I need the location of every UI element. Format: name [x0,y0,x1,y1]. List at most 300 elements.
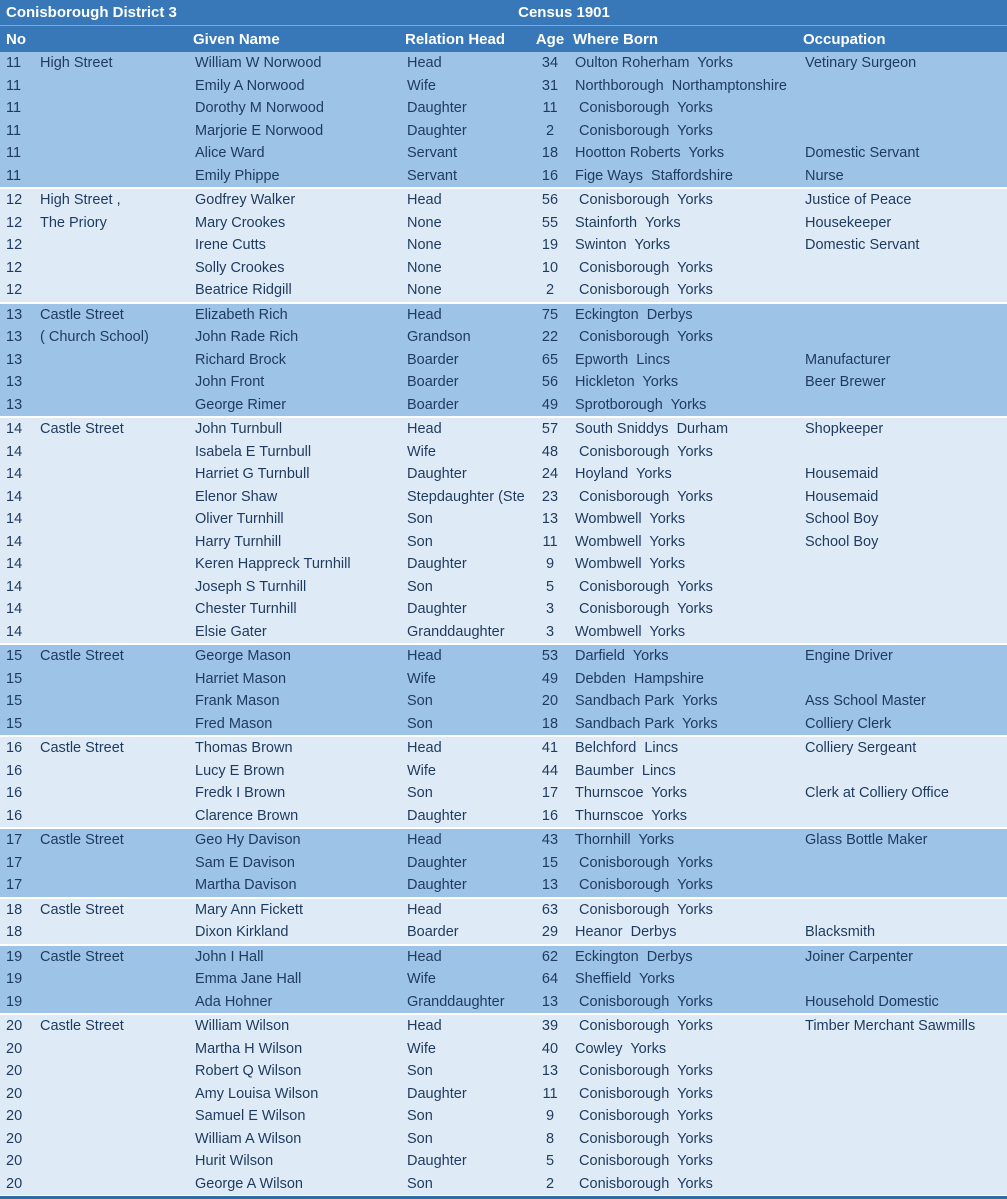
cell-born: South Sniddys Durham [575,421,729,438]
cell-no: 20 [6,1085,23,1102]
cell-no: 13 [6,306,23,323]
cell-born: Wombwell Yorks [575,556,686,573]
table-row [0,418,1007,441]
cell-age: 23 [541,488,559,505]
cell-no: 19 [6,993,23,1010]
cell-no: 14 [6,443,23,460]
cell-born: Hoyland Yorks [575,466,672,483]
cell-born: Conisborough Yorks [575,329,713,346]
cell-relation: Son [407,533,433,550]
cell-no: 13 [6,396,23,413]
cell-name: Frank Mason [195,693,280,710]
cell-born: Conisborough Yorks [575,1085,713,1102]
cell-born: Hootton Roberts Yorks [575,145,725,162]
household-group-12 [0,189,1007,304]
cell-name: Harriet Mason [195,670,287,687]
cell-age: 18 [541,715,559,732]
cell-born: Epworth Lincs [575,351,671,368]
cell-name: Clarence Brown [195,807,299,824]
cell-age: 2 [545,122,555,139]
cell-occupation: School Boy [805,533,879,550]
cell-relation: Head [407,192,442,209]
cell-age: 64 [541,971,559,988]
cell-relation: None [407,259,442,276]
cell-no: 14 [6,556,23,573]
cell-name: Alice Ward [195,145,265,162]
cell-name: John Rade Rich [195,329,299,346]
cell-relation: Head [407,648,442,665]
cell-name: Marjorie E Norwood [195,122,324,139]
cell-age: 56 [541,192,559,209]
cell-no: 14 [6,488,23,505]
cell-name: Lucy E Brown [195,762,285,779]
cell-name: Hurit Wilson [195,1153,274,1170]
cell-no: 14 [6,533,23,550]
table-row [0,531,1007,554]
household-group-11 [0,52,1007,189]
household-group-16 [0,737,1007,829]
cell-no: 11 [6,77,22,94]
cell-name: Godfrey Walker [195,192,296,209]
cell-occupation: Shopkeeper [805,421,884,438]
cell-occupation: Housemaid [805,488,879,505]
cell-street: ( Church School) [40,329,149,346]
cell-age: 40 [541,1040,559,1057]
cell-no: 14 [6,578,23,595]
table-row [0,829,1007,852]
cell-relation: None [407,214,442,231]
cell-age: 49 [541,396,559,413]
cell-relation: Stepdaughter (Ste [407,488,525,505]
cell-name: Ada Hohner [195,993,273,1010]
cell-born: Conisborough Yorks [575,1175,713,1192]
cell-born: Conisborough Yorks [575,601,713,618]
cell-no: 13 [6,329,23,346]
cell-relation: Daughter [407,466,467,483]
cell-no: 12 [6,282,23,299]
table-row [0,713,1007,736]
cell-name: George Rimer [195,396,287,413]
cell-name: Martha H Wilson [195,1040,303,1057]
cell-age: 31 [541,77,559,94]
cell-name: Isabela E Turnbull [195,443,312,460]
table-row [0,1128,1007,1151]
cell-relation: Granddaughter [407,993,505,1010]
cell-no: 20 [6,1175,23,1192]
cell-occupation: Vetinary Surgeon [805,55,917,72]
cell-relation: Head [407,1018,442,1035]
cell-no: 15 [6,670,23,687]
cell-occupation: Housemaid [805,466,879,483]
cell-age: 2 [545,282,555,299]
cell-born: Belchford Lincs [575,740,679,757]
column-header-given-name: Given Name [193,30,280,48]
cell-name: Mary Crookes [195,214,286,231]
column-header-age: Age [535,30,565,48]
cell-no: 13 [6,351,23,368]
cell-no: 16 [6,785,23,802]
cell-born: Conisborough Yorks [575,901,713,918]
cell-born: Thurnscoe Yorks [575,807,688,824]
cell-no: 15 [6,648,23,665]
household-group-14 [0,418,1007,645]
table-row [0,257,1007,280]
cell-age: 34 [541,55,559,72]
cell-relation: Daughter [407,1153,467,1170]
cell-relation: Head [407,740,442,757]
table-row [0,782,1007,805]
cell-born: Wombwell Yorks [575,533,686,550]
cell-age: 8 [545,1130,555,1147]
table-row [0,189,1007,212]
cell-relation: Head [407,832,442,849]
table-row [0,991,1007,1014]
cell-name: John Front [195,374,265,391]
cell-born: Conisborough Yorks [575,192,713,209]
cell-age: 49 [541,670,559,687]
table-row [0,326,1007,349]
cell-relation: Son [407,578,433,595]
cell-age: 65 [541,351,559,368]
census-title: Census 1901 [518,4,610,21]
table-row [0,553,1007,576]
cell-name: Martha Davison [195,877,297,894]
table-row [0,1105,1007,1128]
cell-born: Thurnscoe Yorks [575,785,688,802]
table-row [0,576,1007,599]
cell-no: 11 [6,122,22,139]
cell-street: Castle Street [40,948,124,965]
cell-name: Oliver Turnhill [195,511,284,528]
cell-no: 20 [6,1018,23,1035]
cell-no: 14 [6,421,23,438]
cell-relation: Head [407,306,442,323]
table-row [0,349,1007,372]
table-row [0,921,1007,944]
cell-relation: Wife [407,971,436,988]
table-row [0,598,1007,621]
cell-name: Elizabeth Rich [195,306,288,323]
cell-name: Keren Happreck Turnhill [195,556,351,573]
cell-name: Emily Phippe [195,167,280,184]
table-row [0,441,1007,464]
column-header-where-born: Where Born [573,30,659,48]
cell-name: Richard Brock [195,351,287,368]
cell-street: Castle Street [40,648,124,665]
cell-age: 5 [545,578,555,595]
cell-occupation: Colliery Clerk [805,715,892,732]
cell-age: 24 [541,466,559,483]
cell-relation: Daughter [407,877,467,894]
title-bar [0,0,1007,26]
cell-name: William W Norwood [195,55,322,72]
cell-relation: Head [407,55,442,72]
cell-name: Elenor Shaw [195,488,278,505]
cell-age: 19 [541,237,559,254]
table-row [0,946,1007,969]
cell-age: 5 [545,1153,555,1170]
table-row [0,279,1007,302]
table-row [0,968,1007,991]
cell-no: 20 [6,1108,23,1125]
cell-no: 19 [6,971,23,988]
cell-age: 10 [541,259,559,276]
cell-name: Fred Mason [195,715,273,732]
cell-age: 48 [541,443,559,460]
cell-relation: Head [407,901,442,918]
cell-name: Sam E Davison [195,854,295,871]
cell-occupation: Ass School Master [805,693,926,710]
table-row [0,899,1007,922]
cell-occupation: Clerk at Colliery Office [805,785,949,802]
cell-relation: Boarder [407,396,459,413]
cell-relation: Grandson [407,329,471,346]
cell-age: 39 [541,1018,559,1035]
cell-relation: Boarder [407,351,459,368]
table-row [0,97,1007,120]
cell-born: Hickleton Yorks [575,374,679,391]
cell-street: Castle Street [40,306,124,323]
cell-no: 17 [6,832,23,849]
table-row [0,621,1007,644]
table-row [0,1015,1007,1038]
table-row [0,1173,1007,1196]
cell-name: Joseph S Turnhill [195,578,307,595]
cell-born: Conisborough Yorks [575,854,713,871]
cell-age: 62 [541,948,559,965]
cell-no: 13 [6,374,23,391]
table-row [0,75,1007,98]
cell-no: 11 [6,145,22,162]
cell-name: Dixon Kirkland [195,924,289,941]
cell-born: Eckington Derbys [575,948,693,965]
cell-no: 18 [6,901,23,918]
table-row [0,212,1007,235]
cell-born: Eckington Derbys [575,306,693,323]
cell-no: 19 [6,948,23,965]
cell-age: 17 [541,785,559,802]
cell-born: Sheffield Yorks [575,971,675,988]
cell-no: 15 [6,715,23,732]
column-header-relation-head: Relation Head [405,30,506,48]
cell-no: 16 [6,807,23,824]
cell-occupation: Joiner Carpenter [805,948,913,965]
cell-name: Emma Jane Hall [195,971,302,988]
cell-age: 16 [541,807,559,824]
cell-age: 22 [541,329,559,346]
cell-relation: Wife [407,670,436,687]
cell-street: High Street , [40,192,121,209]
cell-born: Conisborough Yorks [575,443,713,460]
table-row [0,508,1007,531]
cell-born: Debden Hampshire [575,670,704,687]
cell-age: 13 [541,993,559,1010]
table-row [0,737,1007,760]
table-row [0,690,1007,713]
cell-no: 12 [6,214,23,231]
table-row [0,142,1007,165]
cell-name: Chester Turnhill [195,601,297,618]
cell-no: 20 [6,1063,23,1080]
cell-born: Sandbach Park Yorks [575,693,718,710]
table-row [0,1060,1007,1083]
cell-born: Baumber Lincs [575,762,676,779]
cell-name: Fredk I Brown [195,785,286,802]
cell-street: High Street [40,55,113,72]
table-row [0,668,1007,691]
cell-age: 43 [541,832,559,849]
cell-name: Amy Louisa Wilson [195,1085,319,1102]
table-row [0,874,1007,897]
table-row [0,760,1007,783]
cell-relation: Son [407,1063,433,1080]
cell-relation: Son [407,1175,433,1192]
cell-no: 17 [6,854,23,871]
cell-occupation: Household Domestic [805,993,939,1010]
cell-age: 13 [541,1063,559,1080]
cell-name: George Mason [195,648,291,665]
cell-relation: Daughter [407,122,467,139]
cell-born: Conisborough Yorks [575,259,713,276]
cell-age: 63 [541,901,559,918]
cell-relation: None [407,237,442,254]
cell-relation: Head [407,948,442,965]
cell-born: Conisborough Yorks [575,1018,713,1035]
cell-born: Fige Ways Staffordshire [575,167,733,184]
cell-born: Conisborough Yorks [575,1153,713,1170]
cell-name: Beatrice Ridgill [195,282,292,299]
cell-relation: Servant [407,167,457,184]
cell-no: 14 [6,511,23,528]
cell-no: 20 [6,1153,23,1170]
cell-age: 41 [541,740,559,757]
cell-age: 53 [541,648,559,665]
column-header-occupation: Occupation [803,30,886,48]
table-body [0,52,1007,1195]
cell-occupation: Domestic Servant [805,237,920,254]
cell-age: 16 [541,167,559,184]
cell-name: Irene Cutts [195,237,266,254]
cell-relation: Granddaughter [407,623,505,640]
cell-name: Robert Q Wilson [195,1063,302,1080]
cell-born: Conisborough Yorks [575,1130,713,1147]
cell-occupation: Blacksmith [805,924,876,941]
cell-no: 14 [6,466,23,483]
cell-born: Heanor Derbys [575,924,677,941]
cell-age: 55 [541,214,559,231]
cell-age: 3 [545,623,555,640]
cell-name: Dorothy M Norwood [195,100,324,117]
cell-born: Conisborough Yorks [575,993,713,1010]
cell-relation: Son [407,1130,433,1147]
cell-born: Conisborough Yorks [575,1063,713,1080]
cell-name: William Wilson [195,1018,290,1035]
cell-occupation: Glass Bottle Maker [805,832,928,849]
cell-relation: Daughter [407,1085,467,1102]
cell-no: 14 [6,623,23,640]
cell-born: Sprotborough Yorks [575,396,707,413]
table-row [0,165,1007,188]
cell-occupation: Domestic Servant [805,145,920,162]
cell-born: Darfield Yorks [575,648,669,665]
cell-no: 18 [6,924,23,941]
table-row [0,486,1007,509]
table-row [0,463,1007,486]
cell-occupation: Colliery Sergeant [805,740,917,757]
cell-born: Conisborough Yorks [575,1108,713,1125]
cell-no: 11 [6,167,22,184]
cell-no: 15 [6,693,23,710]
cell-age: 44 [541,762,559,779]
cell-relation: Son [407,785,433,802]
cell-occupation: Engine Driver [805,648,893,665]
cell-relation: Son [407,511,433,528]
cell-born: Oulton Roherham Yorks [575,55,733,72]
cell-name: George A Wilson [195,1175,303,1192]
cell-relation: Wife [407,77,436,94]
table-row [0,805,1007,828]
cell-age: 9 [545,1108,555,1125]
cell-no: 11 [6,100,22,117]
cell-born: Conisborough Yorks [575,578,713,595]
cell-born: Wombwell Yorks [575,511,686,528]
cell-born: Conisborough Yorks [575,488,713,505]
cell-age: 11 [542,100,558,117]
cell-occupation: Timber Merchant Sawmills [805,1018,976,1035]
cell-occupation: Nurse [805,167,844,184]
cell-relation: Daughter [407,100,467,117]
cell-street: Castle Street [40,901,124,918]
column-header-no: No [6,30,26,48]
cell-born: Conisborough Yorks [575,282,713,299]
cell-born: Conisborough Yorks [575,122,713,139]
table-row [0,52,1007,75]
cell-occupation: Justice of Peace [805,192,912,209]
cell-name: Elsie Gater [195,623,267,640]
cell-no: 16 [6,762,23,779]
table-row [0,645,1007,668]
district-title: Conisborough District 3 [6,4,177,21]
cell-name: Harry Turnhill [195,533,282,550]
cell-no: 14 [6,601,23,618]
cell-relation: Daughter [407,601,467,618]
table-row [0,394,1007,417]
table-row [0,1038,1007,1061]
cell-relation: Daughter [407,854,467,871]
table-row [0,1150,1007,1173]
table-row [0,120,1007,143]
table-row [0,234,1007,257]
cell-born: Cowley Yorks [575,1040,667,1057]
cell-occupation: Housekeeper [805,214,892,231]
household-group-17 [0,829,1007,899]
cell-name: John I Hall [195,948,264,965]
cell-occupation: School Boy [805,511,879,528]
cell-born: Northborough Northamptonshire [575,77,787,94]
cell-relation: Son [407,715,433,732]
cell-relation: Wife [407,443,436,460]
cell-born: Conisborough Yorks [575,877,713,894]
cell-no: 12 [6,192,23,209]
cell-no: 11 [6,55,22,72]
cell-relation: Servant [407,145,457,162]
cell-relation: Son [407,1108,433,1125]
cell-no: 12 [6,237,23,254]
cell-age: 13 [541,511,559,528]
cell-street: Castle Street [40,1018,124,1035]
cell-relation: Head [407,421,442,438]
cell-street: Castle Street [40,421,124,438]
